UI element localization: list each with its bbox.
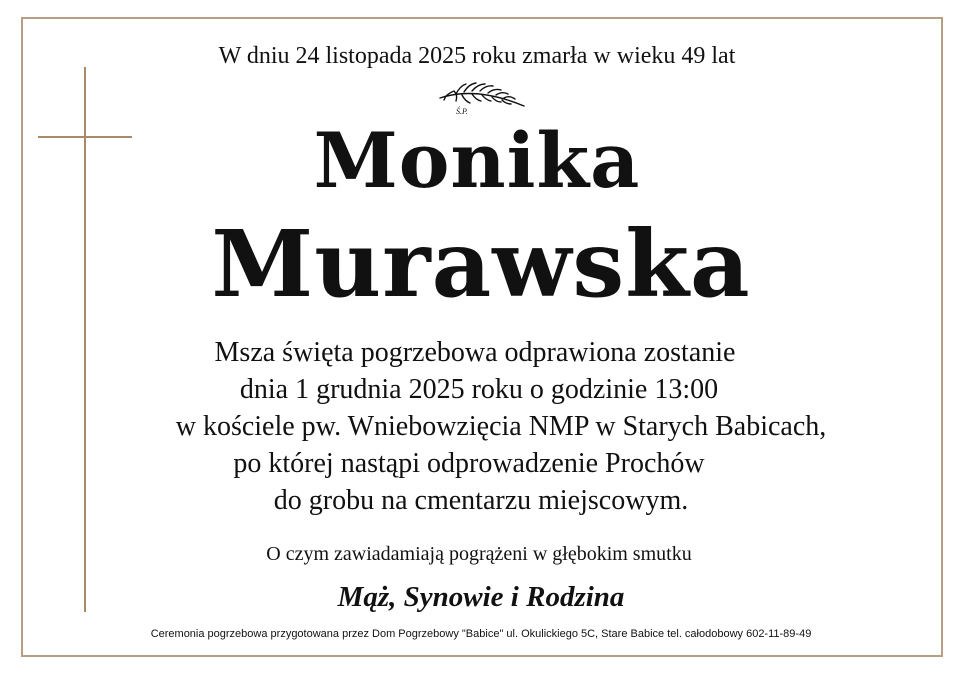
palm-branch-icon <box>436 76 528 116</box>
funeral-home-footer: Ceremonia pogrzebowa przygotowana przez Dom Pogrzebowy "Babice" ul. Okulickiego 5C, Stare Babice tel. całodobowy 602-11-89-49 <box>150 628 812 640</box>
mourners-intro: O czym zawiadamiają pogrążeni w głębokim smutku <box>266 543 692 565</box>
deceased-first-name: Monika <box>313 116 641 205</box>
mourners-names: Mąż, Synowie i Rodzina <box>337 581 625 613</box>
deceased-last-name: Murawska <box>211 210 751 318</box>
mass-info-line: do grobu na cmentarzu miejscowym. <box>273 485 689 516</box>
death-announcement-header: W dniu 24 listopada 2025 roku zmarła w wieku 49 lat <box>218 43 736 69</box>
emblem-text: Ś.P. <box>456 107 468 116</box>
mass-info-line: po której nastąpi odprowadzenie Prochów <box>233 448 705 479</box>
mass-info-line: w kościele pw. Wniebowzięcia NMP w Starych Babicach, <box>175 411 827 442</box>
mass-info-line: Msza święta pogrzebowa odprawiona zostanie <box>214 337 736 368</box>
mass-info-line: dnia 1 grudnia 2025 roku o godzinie 13:00 <box>239 374 719 405</box>
